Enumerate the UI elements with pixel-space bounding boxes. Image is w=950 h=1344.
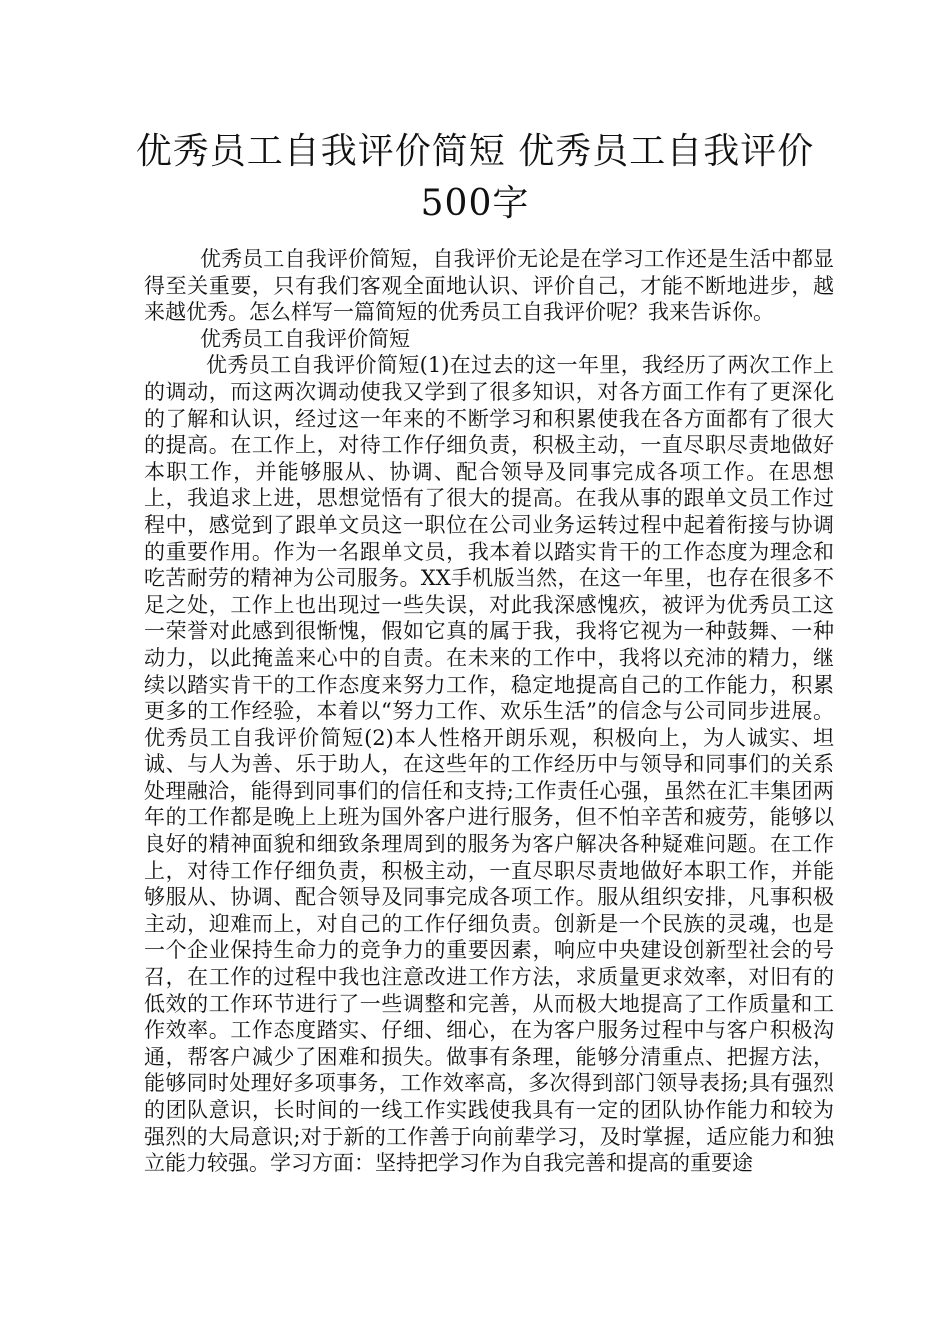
document-body bbox=[144, 246, 834, 1177]
section-subheading: 优秀员工自我评价简短 bbox=[200, 326, 410, 351]
body-paragraph: 优秀员工自我评价简短(1)在过去的这一年里，我经历了两次工作上的调动，而这两次调动使我又学到了很多知识，对各方面工作有了更深化的了解和认识，经过这一年来的不断学习和积累使我在各方面都有了很大的提高。在工作上，对待工作仔细负责，积极主动，一直尽职尽责地做好本职工作，并能够服从、协调、配合领导及同事完成各项工作。在思想上，我追求上进，思想觉悟有了很大的提高。在我从事的跟单文员工作过程中，感觉到了跟单文员这一职位在公司业务运转过程中起着衔接与协调的重要作用。作为一名跟单文员，我本着以踏实肯干的工作态度为理念和吃苦耐劳的精神为公司服务。XX手机版当然，在这一年里，也存在很多不足之处，工作上也出现过一些失误，对此我深感愧疚，被评为优秀员工这一荣誉对此感到很惭愧，假如它真的属于我，我将它视为一种鼓舞、一种动力，以此掩盖来心中的自责。在未来的工作中，我将以充沛的精力，继续以踏实肯干的工作态度来努力工作，稳定地提高自己的工作能力，积累更多的工作经验，本着以“努力工作、欢乐生活”的信念与公司同步进展。优秀员工自我评价简短(2)本人性格开朗乐观，积极向上，为人诚实、坦诚、与人为善、乐于助人，在这些年的工作经历中与领导和同事们的关系处理融洽，能得到同事们的信任和支持;工作责任心强，虽然在汇丰集团两年的工作都是晚上上班为国外客户进行服务，但不怕辛苦和疲劳，能够以良好的精神面貌和细致条理周到的服务为客户解决各种疑难问题。在工作上，对待工作仔细负责，积极主动，一直尽职尽责地做好本职工作，并能够服从、协调、配合领导及同事完成各项工作。服从组织安排，凡事积极主动，迎难而上，对自己的工作仔细负责。创新是一个民族的灵魂，也是一个企业保持生命力的竞争力的重要因素，响应中央建设创新型社会的号召，在工作的过程中我也注意改进工作方法，求质量更求效率，对旧有的低效的工作环节进行了一些调整和完善，从而极大地提高了工作质量和工作效率。工作态度踏实、仔细、细心，在为客户服务过程中与客户积极沟通，帮客户减少了困难和损失。做事有条理，能够分清重点、把握方法，能够同时处理好多项事务，工作效率高，多次得到部门领导表扬;具有强烈的团队意识，长时间的一线工作实践使我具有一定的团队协作能力和较为强烈的大局意识;对于新的工作善于向前辈学习，及时掌握，适应能力和独立能力较强。学习方面：坚持把学习作为自我完善和提高的重要途 bbox=[144, 353, 834, 1176]
title-line-1: 优秀员工自我评价简短 优秀员工自我评价 bbox=[135, 131, 815, 172]
document-title bbox=[120, 126, 830, 230]
title-line-2: 500字 bbox=[420, 183, 530, 224]
intro-paragraph: 优秀员工自我评价简短，自我评价无论是在学习工作还是生活中都显得至关重要，只有我们客观全面地认识、评价自己，才能不断地进步，越来越优秀。怎么样写一篇简短的优秀员工自我评价呢？我来告诉你。 bbox=[144, 247, 834, 325]
